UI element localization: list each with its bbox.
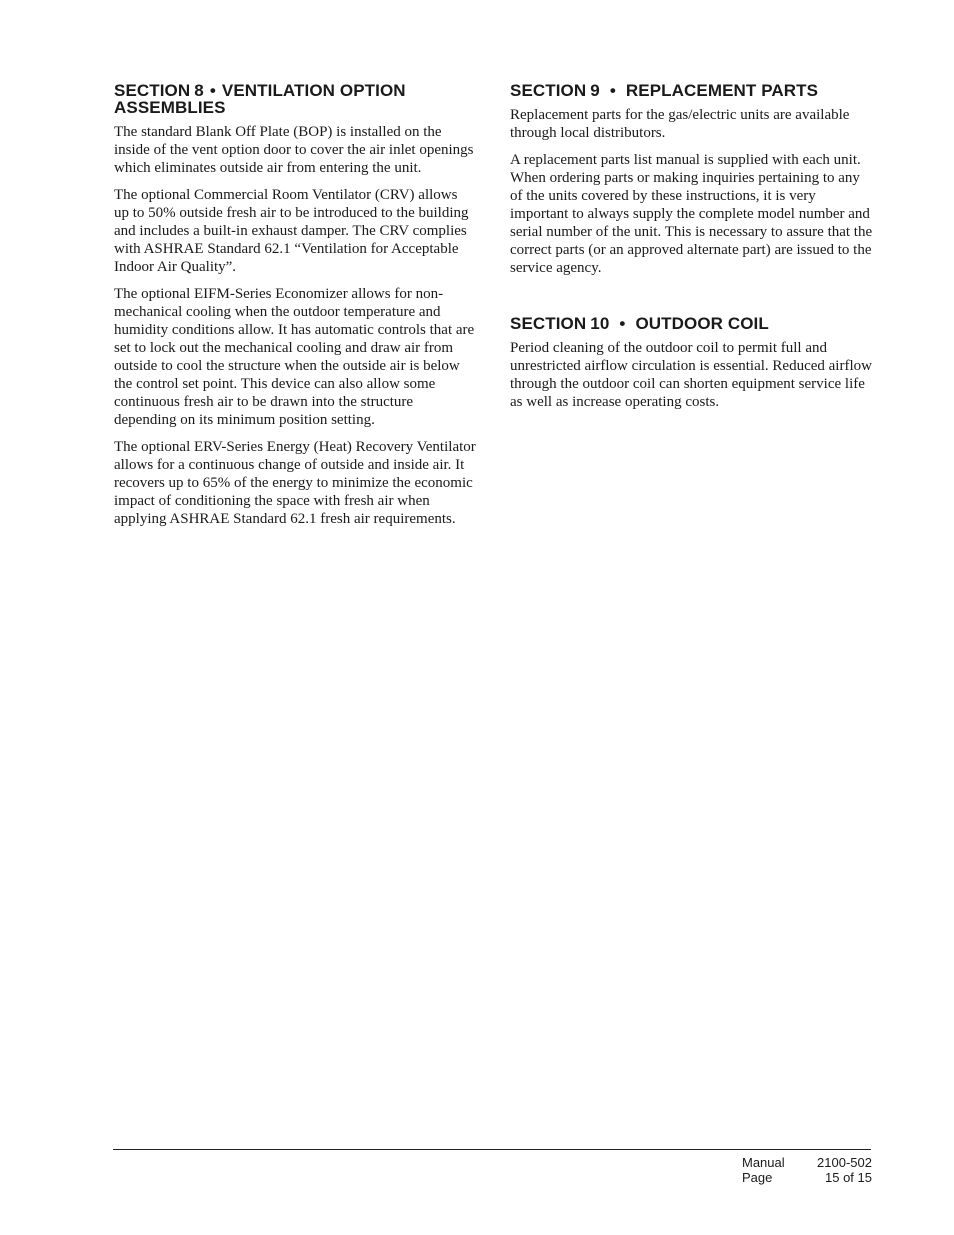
section-9-paragraph: Replacement parts for the gas/electric units are available through local distributors. — [510, 107, 850, 141]
section-10-paragraph: Period cleaning of the outdoor coil to permit full and unrestricted airflow circulation is essential. Reduced airflow through the outdoor coil can shorten equipment service life as well as increase operating costs. — [510, 340, 872, 410]
section-8-heading — [114, 82, 476, 116]
section-8-title-line1: VENTILATION OPTION — [221, 81, 406, 100]
section-8-prefix: SECTION — [114, 81, 191, 100]
section-9-paragraph: A replacement parts list manual is supplied with each unit. When ordering parts or making inquiries pertaining to any of the units covered by these instructions, it is very important to always supply the complete model number and serial number of the unit. This is necessary to assure that the correct parts (or an approved alternate part) are issued to the service agency. — [510, 152, 873, 276]
section-10-title: OUTDOOR COIL — [635, 314, 769, 333]
section-8-paragraph: The optional Commercial Room Ventilator (CRV) allows up to 50% outside fresh air to be introduced to the building and includes a built-in exhaust damper. The CRV complies with ASHRAE Standard 62.1 “Ventilation for Acceptable Indoor Air Quality”. — [114, 187, 469, 275]
footer-divider — [113, 1149, 871, 1150]
page-number: 15 of 15 — [825, 1170, 872, 1185]
left-column — [114, 82, 476, 537]
right-column — [510, 82, 874, 420]
footer-manual-row — [742, 1155, 872, 1170]
page-label: Page — [742, 1170, 773, 1185]
section-9-separator: • — [609, 81, 616, 100]
section-9-title: REPLACEMENT PARTS — [625, 81, 819, 100]
section-8 — [114, 82, 476, 528]
manual-number: 2100-502 — [817, 1155, 872, 1170]
section-10-separator: • — [619, 314, 626, 333]
section-10 — [510, 315, 874, 411]
section-9-number: 9 — [590, 81, 600, 100]
section-8-paragraph: The optional ERV-Series Energy (Heat) Recovery Ventilator allows for a continuous change of outside and inside air. It recovers up to 65% of the energy to minimize the economic impact of conditioning the space with fresh air when applying ASHRAE Standard 62.1 fresh air requirements. — [114, 439, 476, 527]
section-8-number: 8 — [194, 81, 204, 100]
section-10-number: 10 — [590, 314, 610, 333]
section-9-heading — [510, 82, 874, 99]
section-8-paragraph: The optional EIFM-Series Economizer allows for non-mechanical cooling when the outdoor temperature and humidity conditions allow. It has automatic controls that are set to lock out the mechanical cooling and draw air from outside to cool the structure when the outside air is below the control set point. This device can also allow some continuous fresh air to be drawn into the structure depending on its minimum position setting. — [114, 286, 475, 428]
section-8-title-line2: ASSEMBLIES — [114, 98, 226, 117]
section-9-prefix: SECTION — [510, 81, 587, 100]
footer-manual-info — [742, 1155, 872, 1185]
section-8-paragraph: The standard Blank Off Plate (BOP) is installed on the inside of the vent option door to cover the air inlet openings which eliminates outside air from entering the unit. — [114, 124, 474, 176]
section-8-separator: • — [209, 81, 216, 100]
footer-page-row — [742, 1170, 872, 1185]
section-10-prefix: SECTION — [510, 314, 587, 333]
manual-label: Manual — [742, 1155, 785, 1170]
section-10-heading — [510, 315, 874, 332]
section-9 — [510, 82, 874, 277]
